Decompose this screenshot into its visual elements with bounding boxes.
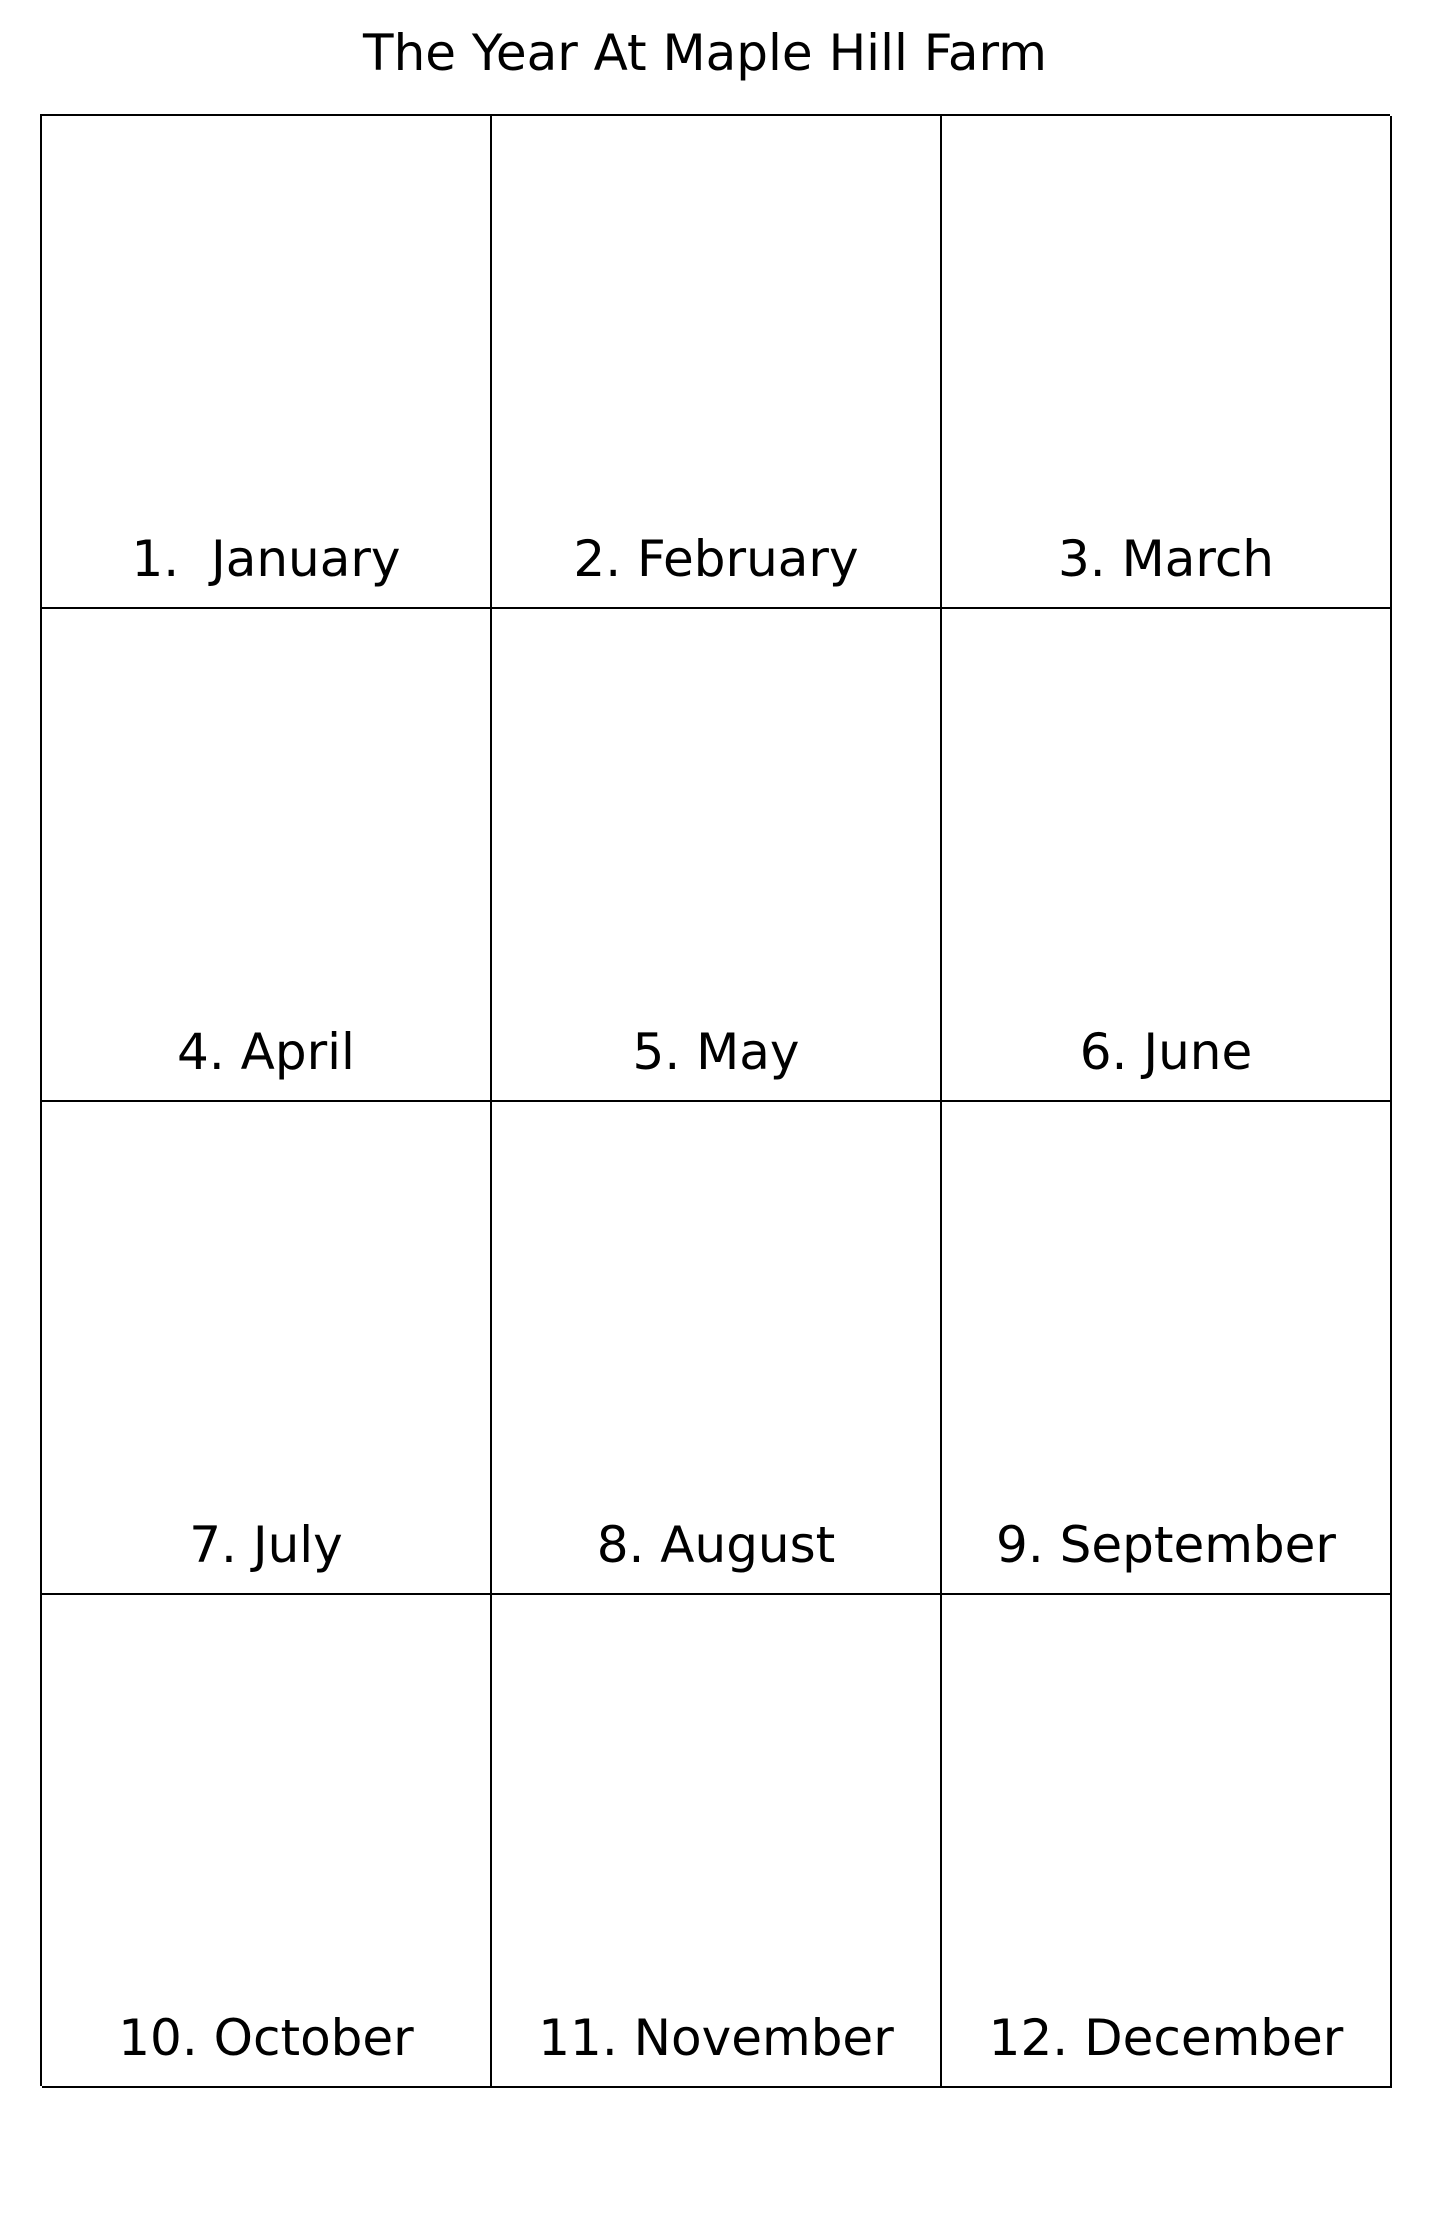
month-grid bbox=[40, 114, 1390, 2086]
month-label: 6. June bbox=[1079, 1023, 1253, 1081]
month-box-may bbox=[492, 609, 942, 1102]
month-box-january bbox=[42, 116, 492, 609]
month-label: 11. November bbox=[538, 2009, 894, 2067]
month-box-march bbox=[942, 116, 1392, 609]
month-box-june bbox=[942, 609, 1392, 1102]
month-label: 9. September bbox=[996, 1516, 1336, 1574]
month-label: 5. May bbox=[632, 1023, 800, 1081]
month-label: 10. October bbox=[118, 2009, 414, 2067]
month-box-november bbox=[492, 1595, 942, 2088]
month-label: 7. July bbox=[189, 1516, 343, 1574]
month-box-august bbox=[492, 1102, 942, 1595]
month-box-april bbox=[42, 609, 492, 1102]
month-label: 8. August bbox=[596, 1516, 836, 1574]
month-label: 3. March bbox=[1057, 530, 1274, 588]
month-box-december bbox=[942, 1595, 1392, 2088]
month-box-july bbox=[42, 1102, 492, 1595]
month-label: 12. December bbox=[988, 2009, 1344, 2067]
month-label: 1. January bbox=[131, 530, 401, 588]
page-title: The Year At Maple Hill Farm bbox=[363, 24, 1047, 82]
month-box-september bbox=[942, 1102, 1392, 1595]
month-box-october bbox=[42, 1595, 492, 2088]
month-label: 2. February bbox=[573, 530, 859, 588]
month-box-february bbox=[492, 116, 942, 609]
month-label: 4. April bbox=[177, 1023, 355, 1081]
